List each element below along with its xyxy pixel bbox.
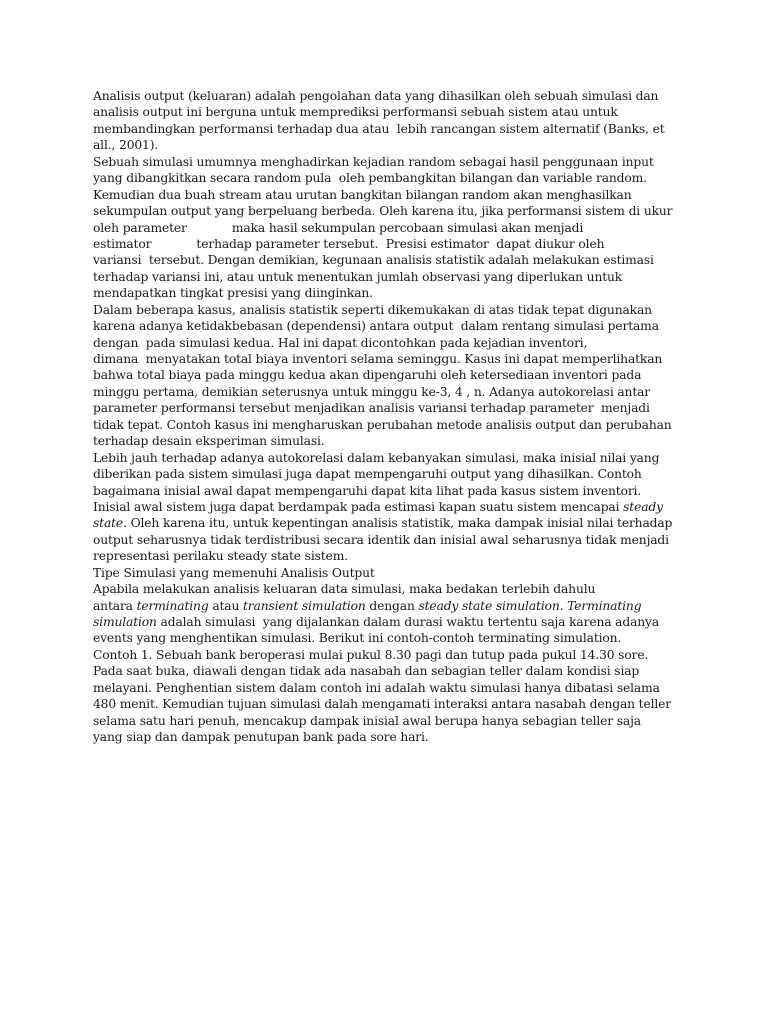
text-line xyxy=(93,581,683,597)
text-span: membandingkan performansi terhadap dua atau lebih rancangan sistem alternatif (Banks, et xyxy=(93,121,665,136)
text-span: Apabila melakukan analisis keluaran data simulasi, maka bedakan terlebih dahulu xyxy=(93,582,596,597)
text-line xyxy=(93,384,683,400)
text-line xyxy=(93,154,683,170)
text-line xyxy=(93,187,683,203)
text-line xyxy=(93,696,683,712)
text-span: mendapatkan tingkat presisi yang diinginkan. xyxy=(93,286,373,301)
text-span: oleh parameter maka hasil sekumpulan percobaan simulasi akan menjadi xyxy=(93,220,584,235)
italic-text: terminating xyxy=(136,598,209,613)
text-line xyxy=(93,252,683,268)
italic-text: transient simulation xyxy=(243,598,366,613)
text-line xyxy=(93,302,683,318)
text-span: yang dibangkitkan secara random pula oleh pembangkitan bilangan dan variable random. xyxy=(93,171,647,186)
italic-text: Terminating xyxy=(567,598,642,613)
text-span: all., 2001). xyxy=(93,138,159,153)
text-span: atau xyxy=(208,598,244,613)
text-line xyxy=(93,483,683,499)
text-line xyxy=(93,713,683,729)
text-span: antara xyxy=(93,598,137,613)
text-span: yang siap dan dampak penutupan bank pada sore hari. xyxy=(93,730,429,745)
text-line xyxy=(93,598,683,614)
italic-text: state xyxy=(93,516,124,531)
text-span: Pada saat buka, diawali dengan tidak ada nasabah dan sebagian teller dalam kondisi siap xyxy=(93,664,640,679)
text-line xyxy=(93,450,683,466)
text-line xyxy=(93,515,683,531)
text-span: . xyxy=(559,598,568,613)
text-span: diberikan pada sistem simulasi juga dapat mempengaruhi output yang dihasilkan. Contoh xyxy=(93,467,642,482)
text-span: . Oleh karena itu, untuk kepentingan analisis statistik, maka dampak inisial nilai terhadap xyxy=(123,516,673,531)
text-line xyxy=(93,663,683,679)
text-line xyxy=(93,269,683,285)
text-span: dimana menyatakan total biaya inventori selama seminggu. Kasus ini dapat memperlihatkan xyxy=(93,352,663,366)
text-line xyxy=(93,367,683,383)
text-line xyxy=(93,614,683,630)
text-span: parameter performansi tersebut menjadikan analisis variansi terhadap parameter menjadi xyxy=(93,401,650,416)
text-span: Dalam beberapa kasus, analisis statistik seperti dikemukakan di atas tidak tepat digunakan xyxy=(93,302,652,317)
text-span: Sebuah simulasi umumnya menghadirkan kejadian random sebagai hasil penggunaan input xyxy=(93,154,654,169)
text-span: representasi perilaku steady state sistem. xyxy=(93,549,348,564)
text-span: bagaimana inisial awal dapat mempengaruhi dapat kita lihat pada kasus sistem inventori. xyxy=(93,483,642,498)
text-span: Inisial awal sistem juga dapat berdampak pada estimasi kapan suatu sistem mencapai xyxy=(93,499,624,514)
text-span: Analisis output (keluaran) adalah pengolahan data yang dihasilkan oleh sebuah simulasi dan xyxy=(93,89,659,103)
text-span: Kemudian dua buah stream atau urutan bangkitan bilangan random akan menghasilkan xyxy=(93,187,632,202)
text-span: bahwa total biaya pada minggu kedua akan dipengaruhi oleh ketersediaan inventori pada xyxy=(93,368,642,383)
text-span: terhadap desain eksperiman simulasi. xyxy=(93,434,325,449)
text-span: minggu pertama, demikian seterusnya untuk minggu ke-3, 4 , n. Adanya autokorelasi antar xyxy=(93,384,651,399)
text-span: events yang menghentikan simulasi. Berikut ini contoh-contoh terminating simulation. xyxy=(93,631,622,646)
text-line xyxy=(93,170,683,186)
text-line xyxy=(93,630,683,646)
text-line xyxy=(93,335,683,351)
text-line xyxy=(93,433,683,449)
document-page xyxy=(93,88,683,746)
text-line xyxy=(93,121,683,137)
italic-text: steady xyxy=(623,499,663,514)
text-line xyxy=(93,548,683,564)
text-span: dengan xyxy=(365,598,419,613)
text-line xyxy=(93,729,683,745)
text-line xyxy=(93,236,683,252)
text-span: melayani. Penghentian sistem dalam contoh ini adalah waktu simulasi hanya dibatasi selama xyxy=(93,680,660,695)
text-span: Tipe Simulasi yang memenuhi Analisis Output xyxy=(93,565,375,580)
text-span: variansi tersebut. Dengan demikian, kegunaan analisis statistik adalah melakukan estimasi xyxy=(93,253,654,268)
text-span: terhadap variansi ini, atau untuk menentukan jumlah observasi yang diperlukan untuk xyxy=(93,269,623,284)
text-line xyxy=(93,318,683,334)
text-line xyxy=(93,351,683,367)
text-span: 480 menit. Kemudian tujuan simulasi dalah mengamati interaksi antara nasabah dengan teller xyxy=(93,697,672,712)
text-line xyxy=(93,88,683,104)
text-line xyxy=(93,417,683,433)
text-span: Contoh 1. Sebuah bank beroperasi mulai pukul 8.30 pagi dan tutup pada pukul 14.30 sore. xyxy=(93,647,649,662)
text-span: estimator terhadap parameter tersebut. Presisi estimator dapat diukur oleh xyxy=(93,236,605,251)
text-span: output seharusnya tidak terdistribusi secara identik dan inisial awal seharusnya tidak menjadi xyxy=(93,532,669,547)
text-line xyxy=(93,400,683,416)
text-line xyxy=(93,285,683,301)
text-line xyxy=(93,680,683,696)
text-span: adalah simulasi yang dijalankan dalam durasi waktu tertentu saja karena adanya xyxy=(156,615,660,629)
text-line xyxy=(93,220,683,236)
text-span: tidak tepat. Contoh kasus ini mengharuskan perubahan metode analisis output dan perubahan xyxy=(93,417,672,432)
text-span: selama satu hari penuh, mencakup dampak inisial awal berupa hanya sebagian teller saja xyxy=(93,713,641,728)
text-span: Lebih jauh terhadap adanya autokorelasi dalam kebanyakan simulasi, maka inisial nilai yang xyxy=(93,450,660,465)
text-span: analisis output ini berguna untuk memprediksi performansi sebuah sistem atau untuk xyxy=(93,105,618,120)
text-span: karena adanya ketidakbebasan (dependensi) antara output dalam rentang simulasi pertama xyxy=(93,319,659,334)
text-span: sekumpulan output yang berpeluang berbeda. Oleh karena itu, jika performansi sistem di ukur xyxy=(93,204,673,219)
text-line xyxy=(93,565,683,581)
text-line xyxy=(93,203,683,219)
text-line xyxy=(93,532,683,548)
text-line xyxy=(93,499,683,515)
text-line xyxy=(93,466,683,482)
text-span: dengan pada simulasi kedua. Hal ini dapat dicontohkan pada kejadian inventori, xyxy=(93,335,588,350)
italic-text: simulation xyxy=(93,615,157,629)
italic-text: steady state simulation xyxy=(418,598,560,613)
text-line xyxy=(93,104,683,120)
text-line xyxy=(93,647,683,663)
text-line xyxy=(93,137,683,153)
